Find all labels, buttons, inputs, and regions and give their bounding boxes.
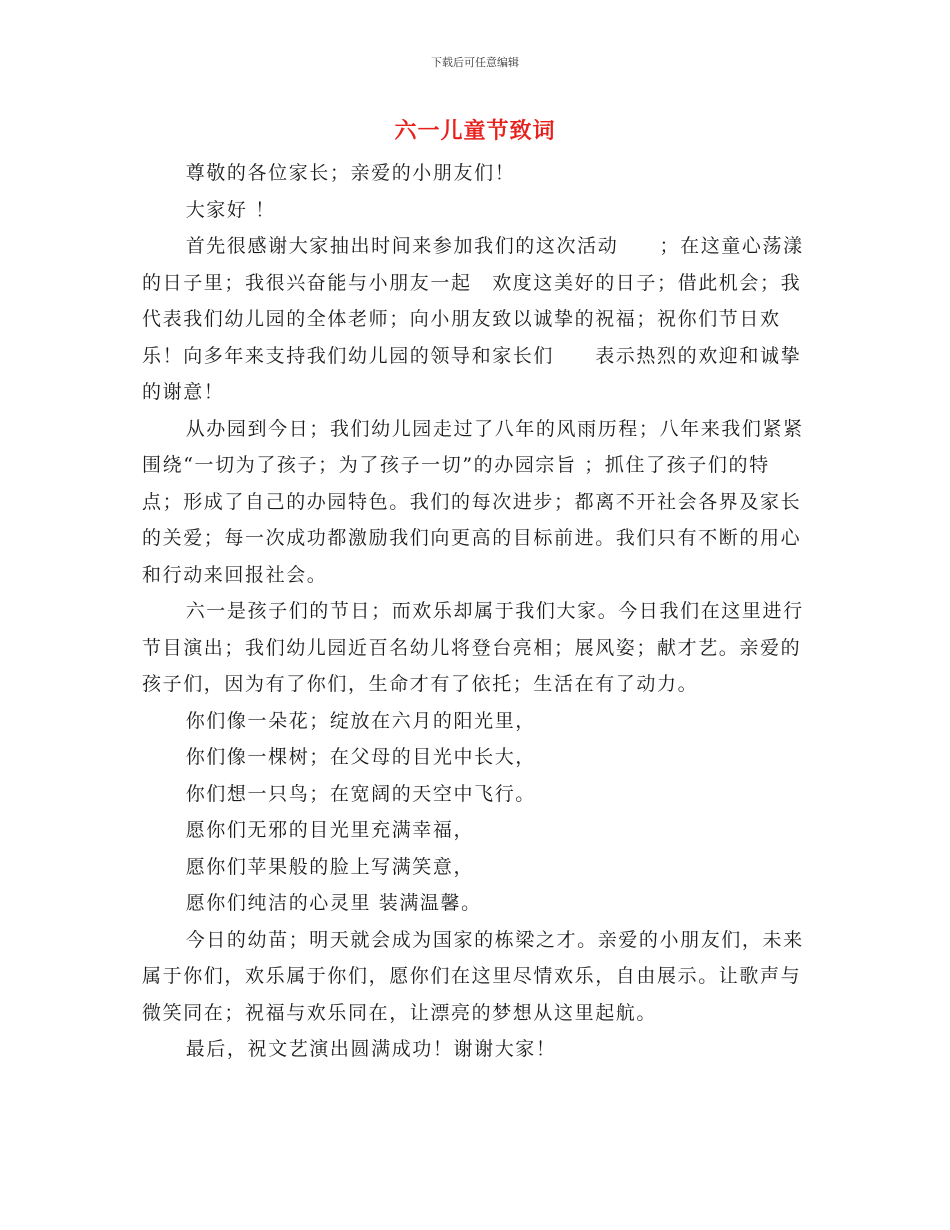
document-body xyxy=(142,155,807,1068)
paragraph-closing: 最后，祝文艺演出圆满成功！谢谢大家！ xyxy=(185,1038,557,1060)
document-title: 六一儿童节致词 xyxy=(394,118,556,144)
paragraph-greeting: 尊敬的各位家长；亲爱的小朋友们！ xyxy=(185,162,516,184)
wish-line: 愿你们纯洁的心灵里 装满温馨。 xyxy=(185,892,482,914)
paragraph-history: 从办园到今日；我们幼儿园走过了八年的风雨历程；八年来我们紧紧围绕“一切为了孩子；为了孩子一切”的办园宗旨 ；抓住了孩子们的特点；形成了自己的办园特色。我们的每次进步；都离不开社会各界及家长的关爱；每一次成功都激励我们向更高的目标前进。我们只有不断的用心和行动来回报社会。 xyxy=(142,417,804,586)
poem-line: 你们想一只鸟；在宽阔的天空中飞行。 xyxy=(185,782,536,805)
paragraph-festival: 六一是孩子们的节日；而欢乐却属于我们大家。今日我们在这里进行节目演出；我们幼儿园近百名幼儿将登台亮相；展风姿；献才艺。亲爱的孩子们，因为有了你们，生命才有了依托；生活在有了动力。 xyxy=(142,600,804,695)
wish-line: 愿你们无邪的目光里充满幸福， xyxy=(185,819,475,841)
poem-line: 你们像一棵树；在父母的目光中长大， xyxy=(185,746,536,768)
paragraph-thanks: 首先很感谢大家抽出时间来参加我们的这次活动 ；在这童心荡漾的日子里；我很兴奋能与小朋友一起 欢度这美好的日子；借此机会；我代表我们幼儿园的全体老师；向小朋友致以诚挚的祝福；祝你们节日欢乐！向多年来支持我们幼儿园的领导和家长们 表示热烈的欢迎和诚挚的谢意！ xyxy=(142,235,804,403)
poem-line: 你们像一朵花；绽放在六月的阳光里， xyxy=(185,709,536,732)
paragraph-hello: 大家好 ！ xyxy=(185,198,276,221)
paragraph-future: 今日的幼苗；明天就会成为国家的栋梁之才。亲爱的小朋友们，未来属于你们，欢乐属于你们，愿你们在这里尽情欢乐，自由展示。让歌声与微笑同在；祝福与欢乐同在，让漂亮的梦想从这里起航。 xyxy=(142,928,804,1024)
page-header-note: 下载后可任意编辑 xyxy=(431,56,519,69)
wish-line: 愿你们苹果般的脸上写满笑意， xyxy=(185,855,475,878)
